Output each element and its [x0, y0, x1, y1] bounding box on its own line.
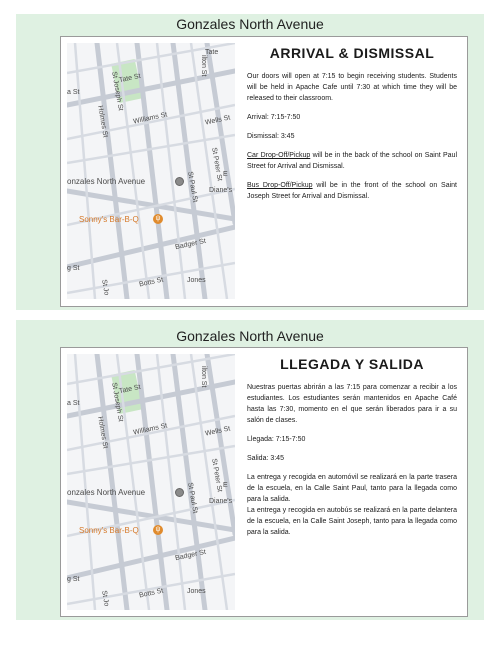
intro-paragraph: Our doors will open at 7:15 to begin receiving students. Students will be held in Apache Cafe until 7:30 at which time they will be released to their classroom. — [247, 73, 457, 102]
street-label: Wells St — [204, 114, 231, 127]
street-label: Holmes St — [96, 105, 109, 139]
street-label: Jones — [187, 588, 206, 595]
place-label: onzales North Avenue — [67, 177, 146, 186]
street-label: a St — [67, 89, 80, 96]
place-label: Diane's — [209, 187, 233, 194]
info-text — [247, 45, 457, 210]
street-label: g St — [67, 576, 80, 583]
poi-name: Sonny's Bar-B-Q — [79, 526, 139, 535]
poi-name: Sonny's Bar-B-Q — [79, 215, 139, 224]
intro-paragraph: Nuestras puertas abrirán a las 7:15 para comenzar a recibir a los estudiantes. Los estudiantes serán mantenidos en Apache Café hasta las 7:30, momento en el que serán liberados para ir a su salón de clases. — [247, 384, 457, 424]
bus-paragraph — [247, 180, 457, 202]
street-label: Williams St — [132, 422, 168, 437]
street-label: St Peter St — [210, 458, 223, 493]
street-label: Tate — [205, 49, 219, 56]
location-pin-icon — [175, 488, 184, 497]
street-label: St Joseph St — [110, 71, 124, 112]
street-label: Holmes St — [96, 416, 109, 450]
dismissal-time: Dismissal: 3:45 — [247, 133, 295, 140]
car-paragraph: La entrega y recogida en automóvil se realizará en la parte trasera de la escuela, en la Calle Saint Paul, tanto para la llegada como para la salida. — [247, 474, 457, 503]
section-heading: LLEGADA Y SALIDA — [280, 356, 424, 372]
street-label: Badger St — [174, 548, 207, 563]
street-map — [67, 354, 235, 610]
spanish-section — [16, 320, 484, 620]
street-label: Jones — [187, 277, 206, 284]
street-label: St Paul St — [186, 171, 199, 203]
arrival-time: Arrival: 7:15-7:50 — [247, 114, 301, 121]
car-label: Car Drop-Off/Pickup — [247, 152, 311, 159]
fork-knife-icon: ψ — [153, 525, 163, 535]
street-label: Botts St — [138, 276, 164, 289]
street-label: g St — [67, 265, 80, 272]
street-label: St Joseph St — [110, 382, 124, 423]
info-card — [60, 36, 468, 307]
street-label: a St — [67, 400, 80, 407]
bus-paragraph: La entrega y recogida en autobús se realizará en la parte delantera de la escuela, en la Calle Saint Joseph, tanto para la llegada como para la salida. — [247, 507, 457, 536]
band-title: Gonzales North Avenue — [176, 16, 324, 32]
street-label: St Jo — [100, 590, 110, 607]
fork-knife-icon: ψ — [153, 214, 163, 224]
street-map — [67, 43, 235, 299]
street-label: Williams St — [132, 111, 168, 126]
info-text — [247, 356, 457, 546]
section-heading: ARRIVAL & DISMISSAL — [269, 45, 435, 61]
car-text: will be in the back of the school on Saint Paul Street for Arrival and Dismissal. — [247, 152, 457, 170]
arrival-time: Llegada: 7:15-7:50 — [247, 436, 306, 443]
bus-text: will be in the front of the school on Saint Joseph Street for Arrival and Dismissal. — [247, 182, 457, 200]
band-title: Gonzales North Avenue — [176, 328, 324, 344]
street-label: Tate St — [118, 383, 142, 396]
english-section — [16, 14, 484, 310]
street-label: E — [223, 171, 228, 178]
info-card — [60, 347, 468, 617]
bus-label: Bus Drop-Off/Pickup — [247, 182, 313, 189]
street-label: St Jo — [100, 279, 110, 296]
street-label: ilton St — [200, 55, 207, 77]
street-label: ilton St — [200, 366, 207, 388]
street-label: Tate St — [118, 72, 142, 85]
street-label: Botts St — [138, 587, 164, 600]
street-label: E — [223, 482, 228, 489]
street-label: St Paul St — [186, 482, 199, 514]
place-label: Diane's — [209, 498, 233, 505]
location-pin-icon — [175, 177, 184, 186]
street-label: Wells St — [204, 425, 231, 438]
street-label: Badger St — [174, 237, 207, 252]
dismissal-time: Salida: 3:45 — [247, 455, 284, 462]
place-label: onzales North Avenue — [67, 488, 146, 497]
car-paragraph — [247, 150, 457, 172]
street-label: St Peter St — [210, 147, 223, 182]
